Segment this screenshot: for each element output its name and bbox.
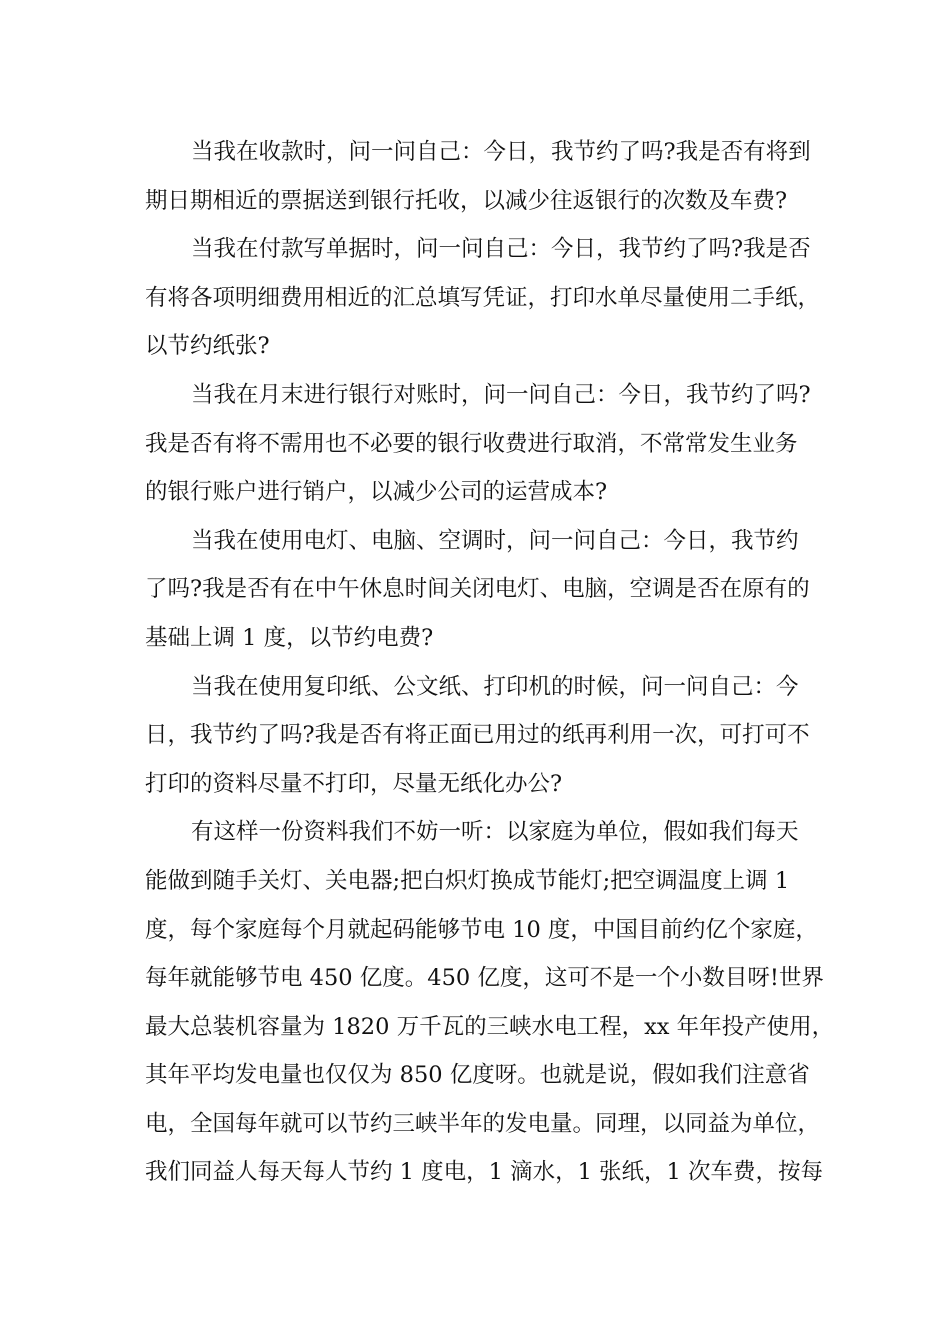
text-line: 当我在使用电灯、电脑、空调时，问一问自己：今日，我节约 bbox=[191, 527, 799, 554]
text-line: 期日期相近的票据送到银行托收，以减少往返银行的次数及车费? bbox=[145, 187, 788, 214]
text-line: 其年平均发电量也仅仅为 850 亿度呀。也就是说，假如我们注意省 bbox=[145, 1062, 810, 1089]
text-line: 的银行账户进行销户，以减少公司的运营成本? bbox=[145, 479, 608, 506]
paragraph-electricity bbox=[145, 517, 835, 663]
text-line: 能做到随手关灯、关电器;把白炽灯换成节能灯;把空调温度上调 1 bbox=[145, 867, 790, 894]
paragraph-payment bbox=[145, 225, 835, 371]
paragraph-paper bbox=[145, 663, 835, 809]
text-line: 当我在使用复印纸、公文纸、打印机的时候，问一问自己：今 bbox=[191, 673, 799, 700]
text-line: 最大总装机容量为 1820 万千瓦的三峡水电工程，xx 年年投产使用， bbox=[145, 1013, 835, 1040]
text-line: 有将各项明细费用相近的汇总填写凭证，打印水单尽量使用二手纸， bbox=[145, 284, 821, 311]
text-line: 打印的资料尽量不打印，尽量无纸化办公? bbox=[145, 770, 563, 797]
text-line: 了吗?我是否有在中午休息时间关闭电灯、电脑，空调是否在原有的 bbox=[145, 576, 810, 603]
body-text bbox=[145, 128, 835, 1197]
text-line: 基础上调 1 度，以节约电费? bbox=[145, 624, 434, 651]
text-line: 以节约纸张? bbox=[145, 333, 270, 360]
text-line: 电，全国每年就可以节约三峡半年的发电量。同理，以同益为单位， bbox=[145, 1110, 821, 1137]
paragraph-collection bbox=[145, 128, 835, 225]
text-line: 当我在月末进行银行对账时，问一问自己：今日，我节约了吗? bbox=[191, 381, 811, 408]
text-line: 有这样一份资料我们不妨一听：以家庭为单位，假如我们每天 bbox=[191, 819, 799, 846]
text-line: 每年就能够节电 450 亿度。450 亿度，这可不是一个小数目呀!世界 bbox=[145, 965, 824, 992]
text-line: 日，我节约了吗?我是否有将正面已用过的纸再利用一次，可打可不 bbox=[145, 722, 810, 749]
text-line: 度，每个家庭每个月就起码能够节电 10 度，中国目前约亿个家庭， bbox=[145, 916, 818, 943]
paragraph-bank-reconciliation bbox=[145, 371, 835, 517]
text-line: 我们同益人每天每人节约 1 度电，1 滴水，1 张纸，1 次车费，按每 bbox=[145, 1159, 824, 1186]
text-line: 我是否有将不需用也不必要的银行收费进行取消，不常常发生业务 bbox=[145, 430, 798, 457]
text-line: 当我在收款时，问一问自己：今日，我节约了吗?我是否有将到 bbox=[191, 139, 811, 165]
text-line: 当我在付款写单据时，问一问自己：今日，我节约了吗?我是否 bbox=[191, 236, 811, 263]
paragraph-household-savings bbox=[145, 808, 835, 1197]
